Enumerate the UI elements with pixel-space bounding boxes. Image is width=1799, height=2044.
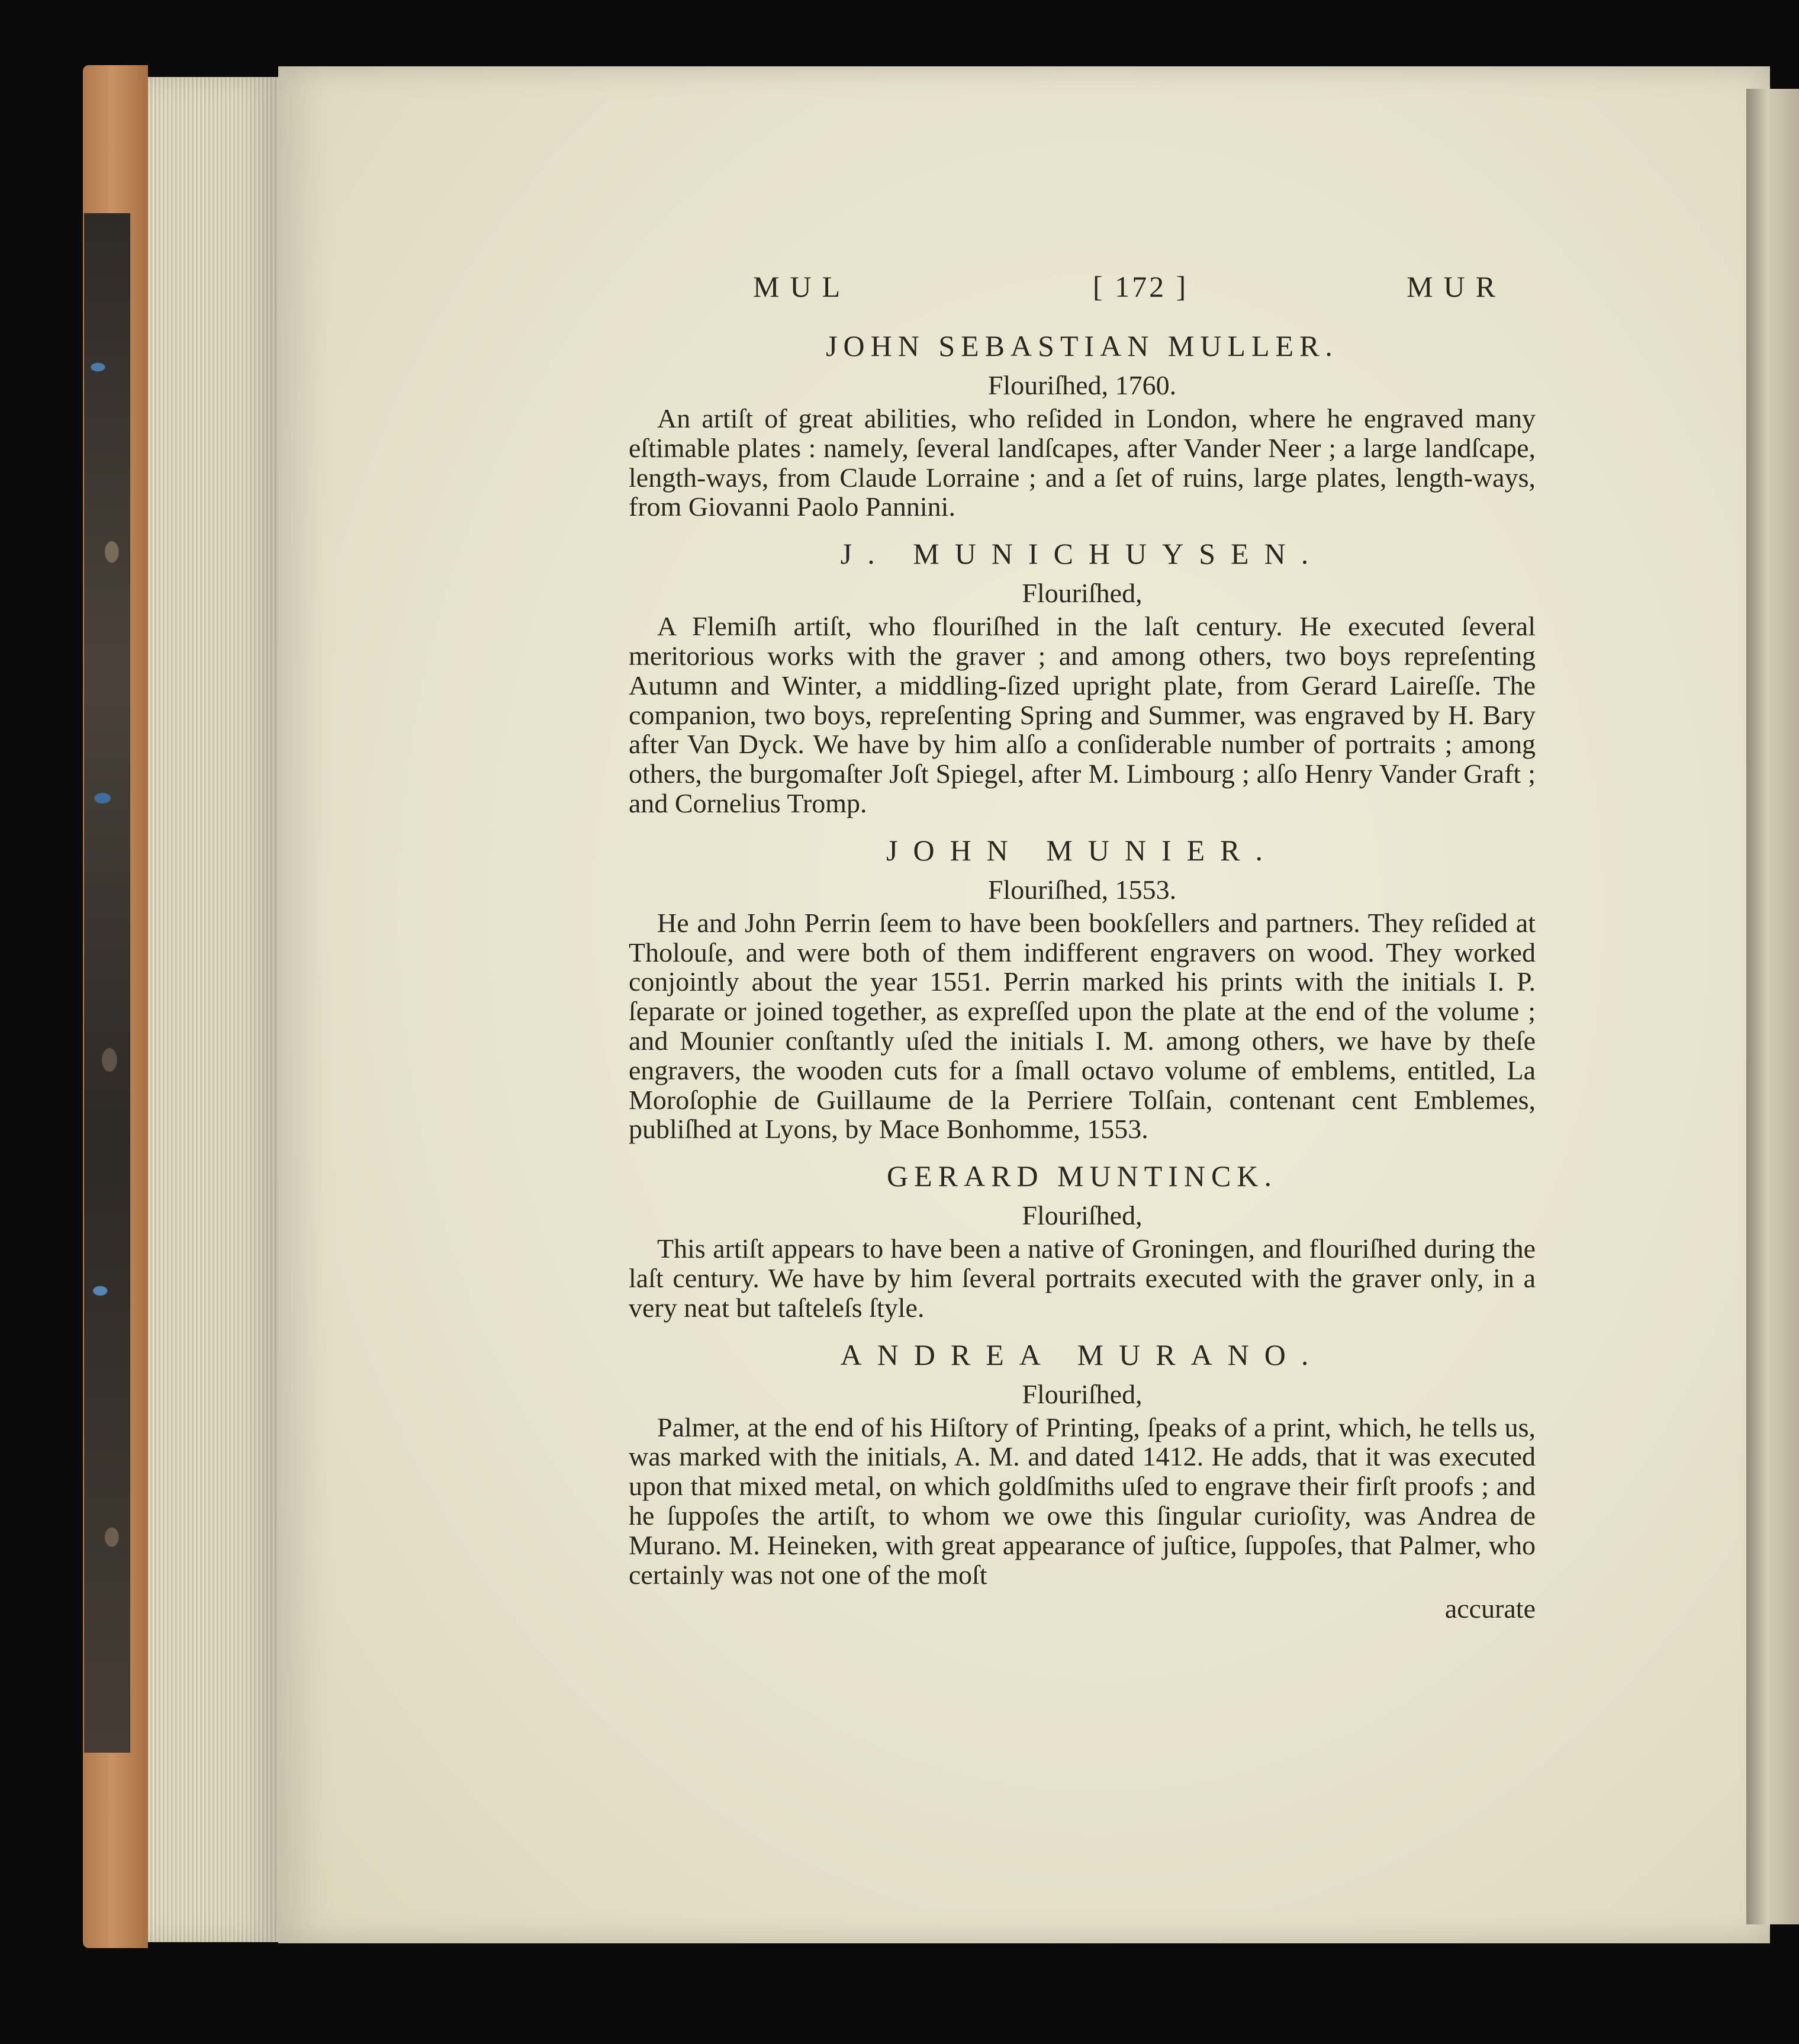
entry-heading: JOHN SEBASTIAN MULLER. [826, 329, 1338, 362]
entry-heading: ANDREA MURANO. [840, 1338, 1324, 1371]
entry-heading: GERARD MUNTINCK. [887, 1159, 1277, 1193]
running-head [629, 272, 1536, 314]
entry-text: An artiſt of great abilities, who reſided in London, where he engraved many eſtimable plates : namely, ſeveral landſcapes, after Vander Neer ; a large landſcape, length-ways, from Claude Lorraine ; and a ſet of ruins, large plates, length-ways, from Giovanni Paolo Pannini. [629, 403, 1536, 522]
entry-text: Palmer, at the end of his Hiſtory of Printing, ſpeaks of a print, which, he tells us, was marked with the initials, A. M. and dated 1412. He adds, that it was executed upon that mixed metal, on which goldſmiths uſed to engrave their firſt proofs ; and he ſuppoſes the artiſt, to whom we owe this ſingular curioſity, was Andrea de Murano. M. Heineken, with great appearance of juſtice, ſuppoſes, that Palmer, who certainly was not one of the moſt [629, 1412, 1536, 1590]
entry-text: This artiſt appears to have been a native of Groningen, and flouriſhed during the laſt century. We have by him ſeveral portraits executed with the graver only, in a very neat but taſteleſs ſtyle. [629, 1233, 1536, 1323]
entry-heading: JOHN MUNIER. [886, 833, 1278, 867]
entry-date: Flouriſhed, [1022, 1378, 1143, 1409]
entry-text: A Flemiſh artiſt, who flouriſhed in the laſt century. He executed ſeveral meritorious works with the graver ; and among others, two boys repreſenting Autumn and Winter, a middling-ſized upright plate, from Gerard Laireſſe. The companion, two boys, repreſenting Spring and Summer, was engraved by H. Bary after Van Dyck. We have by him alſo a conſiderable number of portraits ; among others, the burgomaſter Joſt Spiegel, after M. Limbourg ; alſo Henry Vander Graft ; and Cornelius Tromp. [629, 611, 1536, 818]
page-edges [148, 77, 278, 1942]
page-text [629, 272, 1536, 1624]
marbled-paper [84, 213, 130, 1753]
catchword: accurate [1444, 1593, 1536, 1624]
running-head-left: MUL [753, 270, 851, 303]
entry-date: Flouriſhed, 1553. [987, 874, 1177, 905]
entry-date: Flouriſhed, 1760. [987, 370, 1177, 400]
page-number: [ 172 ] [1092, 270, 1189, 303]
entry-heading: J. MUNICHUYSEN. [840, 537, 1324, 571]
entry-date: Flouriſhed, [1022, 578, 1143, 609]
running-head-right: MUR [1407, 270, 1506, 303]
entry-date: Flouriſhed, [1022, 1200, 1143, 1231]
facing-page-gutter [1746, 89, 1799, 1924]
entry-text: He and John Perrin ſeem to have been bookſellers and partners. They reſided at Tholouſe, and were both of them indifferent engravers on wood. They worked conjointly about the year 1551. Perrin marked his prints with the initials I. P. ſeparate or joined together, as expreſſed upon the plate at the end of the volume ; and Mounier conſtantly uſed the initials I. M. among others, we have by theſe engravers, the wooden cuts for a ſmall octavo volume of emblems, entitled, La Moroſophie de Guillaume de la Perriere Tolſain, contenant cent Emblemes, publiſhed at Lyons, by Mace Bonhomme, 1553. [629, 907, 1536, 1145]
